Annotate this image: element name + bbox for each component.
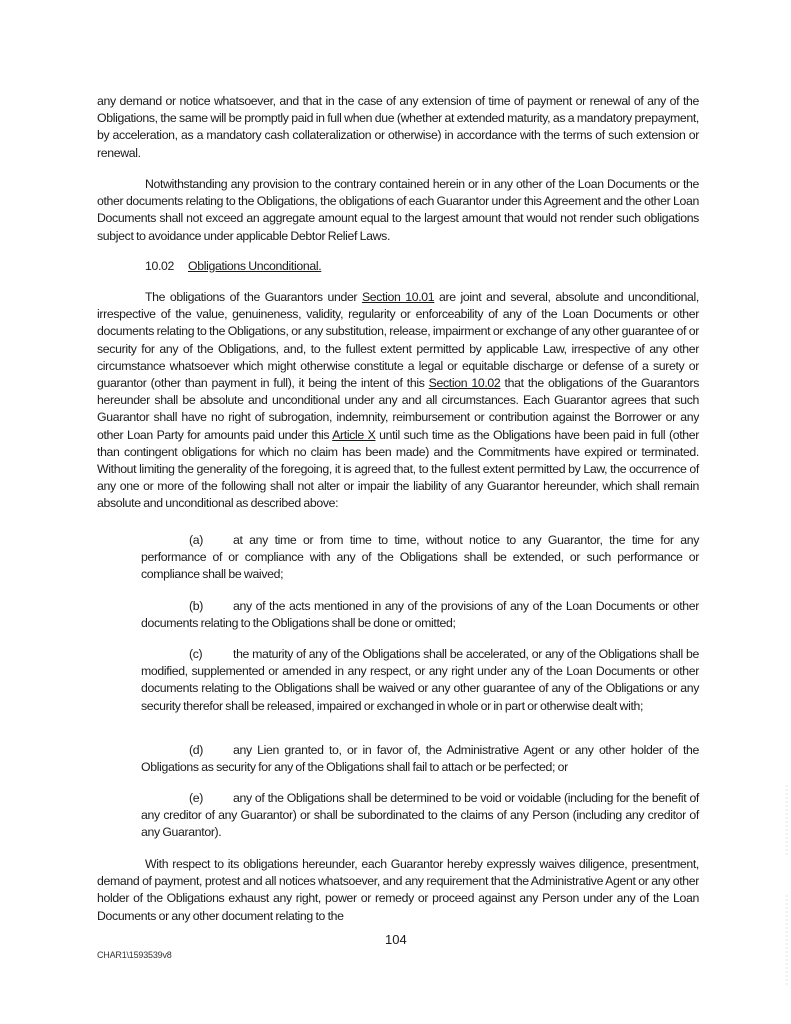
- clause-text: any of the Obligations shall be determined to be void or voidable (including for the benefit of any creditor of any Guarantor) or shall be subordinated to the claims of any Person (including any creditor of any Guarantor).: [141, 791, 699, 840]
- clause-c: [141, 646, 699, 715]
- clause-text: any Lien granted to, or in favor of, the Administrative Agent or any other holder of the Obligations as security for any of the Obligations shall fail to attach or be perfected; or: [141, 743, 699, 775]
- clause-label: (d): [189, 743, 203, 757]
- clause-text: the maturity of any of the Obligations shall be accelerated, or any of the Obligations shall be modified, supplemented or amended in any respect, or any right under any of the Loan Documents or other documents relating to the Obligations shall be waived or any other guarantee of any of the Obligations or any security therefor shall be released, impaired or exchanged in whole or in part or otherwise dealt with;: [141, 647, 699, 713]
- section-heading: [145, 258, 321, 275]
- page-number: 104: [385, 932, 407, 947]
- clause-text: at any time or from time to time, without notice to any Guarantor, the time for any performance of or compliance with any of the Obligations shall be extended, or such performance or compliance shall be waived;: [141, 533, 699, 582]
- clause-e: [141, 790, 699, 842]
- clause-d: [141, 742, 699, 776]
- text-span: The obligations of the Guarantors under: [145, 290, 362, 304]
- document-id: CHAR1\1593539v8: [97, 950, 172, 960]
- text-span: that the obligations of the Guarantors hereunder shall be absolute and unconditional under any and all circumstances. Each Guarantor agrees that such Guarantor shall have no right of subrogation, indemnity, reimbursement or contribution against the Borrower or any other Loan Party for amounts paid under this: [97, 376, 700, 442]
- clause-label: (c): [189, 647, 203, 661]
- scan-edge-artifact: [785, 895, 788, 985]
- text-span: until such time as the Obligations have been paid in full (other than contingent obligations for which no claim has been made) and the Commitments have expired or terminated. Without limiting the generality of the foregoing, it is agreed that, to the fullest extent permitted by Law, the occurrence of any one or more of the following shall not alter or impair the liability of any Guarantor hereunder, which shall remain absolute and unconditional as described above:: [97, 427, 699, 511]
- paragraph-obligations-unconditional: [97, 289, 699, 513]
- cross-reference-article-x: Article X: [332, 427, 376, 442]
- cross-reference-section-10-01: Section 10.01: [361, 290, 435, 304]
- cross-reference-section-10-02: Section 10.02: [428, 376, 501, 391]
- paragraph-waiver: With respect to its obligations hereunder, each Guarantor hereby expressly waives diligence, presentment, demand of payment, protest and all notices whatsoever, and any requirement that the Administrative Agent or any other holder of the Obligations exhaust any right, power or remedy or proceed against any Person under any of the Loan Documents or any other document relating to the: [97, 857, 699, 923]
- clause-a: [141, 532, 699, 584]
- scan-edge-artifact: [785, 785, 788, 855]
- clause-text: any of the acts mentioned in any of the provisions of any of the Loan Documents or other documents relating to the Obligations shall be done or omitted;: [141, 599, 699, 631]
- section-number: 10.02: [145, 259, 175, 273]
- section-title: Obligations Unconditional.: [188, 259, 322, 273]
- paragraph-notwithstanding: Notwithstanding any provision to the contrary contained herein or in any other of the Loan Documents or the other documents relating to the Obligations, the obligations of each Guarantor under this Agreement and the other Loan Documents shall not exceed an aggregate amount equal to the largest amount that would not render such obligations subject to avoidance under applicable Debtor Relief Laws.: [97, 177, 699, 243]
- text-span: are joint and several, absolute and unconditional, irrespective of the value, genuineness, validity, regularity or enforceability of any of the Loan Documents or other documents relating to the Obligations, or any substitution, release, impairment or exchange of any other guarantee of or security for any of the Obligations, and, to the fullest extent permitted by applicable Law, irrespective of any other circumstance whatsoever which might otherwise constitute a legal or equitable discharge or defense of a surety or guarantor (other than payment in full), it being the intent of this: [97, 290, 699, 391]
- clause-label: (b): [189, 599, 203, 613]
- paragraph-continued: any demand or notice whatsoever, and that in the case of any extension of time of payment or renewal of any of the Obligations, the same will be promptly paid in full when due (whether at extended maturity, as a mandatory prepayment, by acceleration, as a mandatory cash collateralization or otherwise) in accordance with the terms of such extension or renewal.: [97, 94, 699, 160]
- clause-label: (a): [189, 533, 203, 547]
- clause-b: [141, 598, 699, 632]
- clause-label: (e): [189, 791, 203, 805]
